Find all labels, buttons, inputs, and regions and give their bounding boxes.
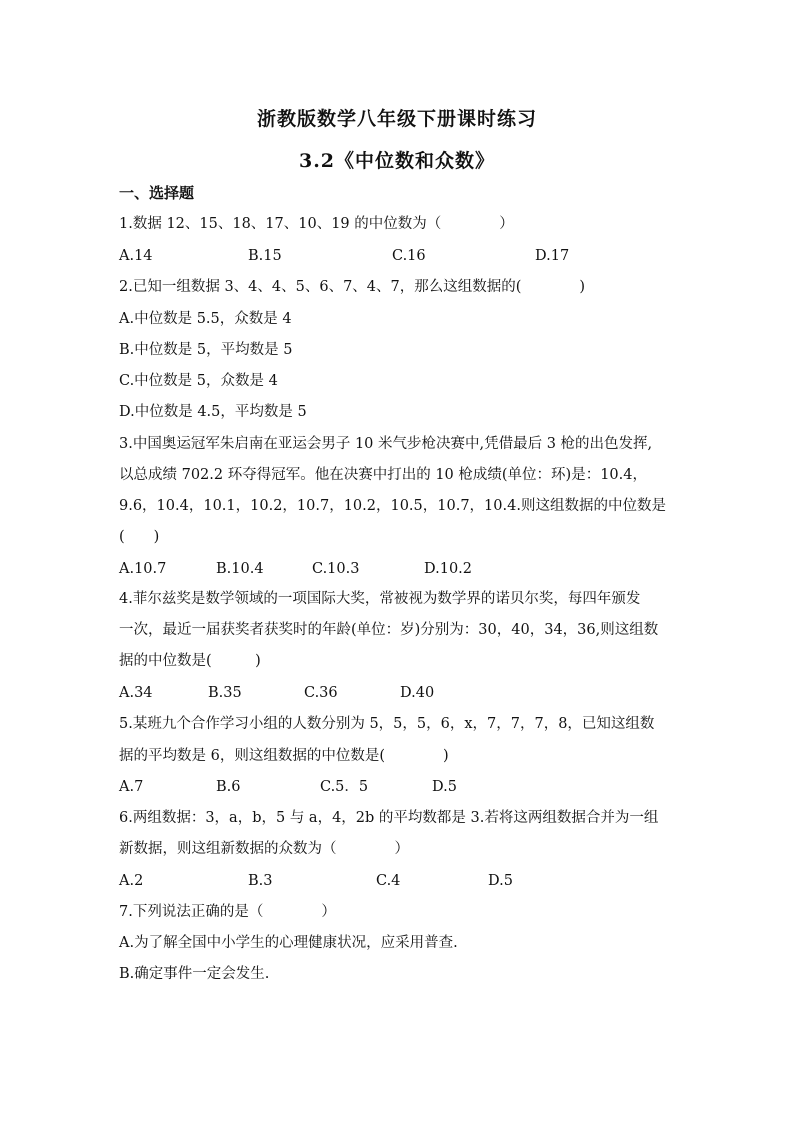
q6-option-b: B.3	[248, 873, 273, 889]
q4-option-d: D.40	[400, 685, 435, 701]
question-5-line-2: 据的平均数是 6，则这组数据的中位数是( )	[119, 748, 449, 764]
q5-option-d: D.5	[432, 779, 457, 795]
q6-option-a: A.2	[119, 873, 144, 889]
q2-option-d: D.中位数是 4.5，平均数是 5	[119, 404, 307, 420]
q7-option-a: A.为了解全国中小学生的心理健康状况，应采用普查.	[119, 935, 458, 951]
q6-option-d: D.5	[488, 873, 513, 889]
page-title: 浙教版数学八年级下册课时练习	[256, 108, 537, 130]
question-6-line-2: 新数据，则这组新数据的众数为（ ）	[119, 841, 409, 857]
question-3-line-3: 9.6，10.4，10.1，10.2，10.7，10.2，10.5，10.7，10.4.则这组数据的中位数是	[119, 498, 666, 514]
question-3-line-4: ( )	[119, 529, 160, 545]
section-heading: 一、选择题	[119, 184, 195, 202]
question-2-stem: 2.已知一组数据 3、4、4、5、6、7、4、7，那么这组数据的( )	[119, 279, 586, 295]
q5-option-c: C.5．5	[320, 779, 369, 795]
q3-option-b: B.10.4	[216, 561, 264, 577]
question-4-line-3: 据的中位数是( )	[119, 653, 261, 669]
question-4-line-2: 一次，最近一届获奖者获奖时的年龄(单位：岁)分别为：30，40，34，36,则这组数	[119, 622, 659, 638]
page-subtitle: 3.2《中位数和众数》	[298, 150, 496, 172]
q3-option-d: D.10.2	[424, 561, 473, 577]
question-5-line-1: 5.某班九个合作学习小组的人数分别为 5，5，5，6，x，7，7，7，8，已知这组数	[119, 716, 655, 732]
q5-option-b: B.6	[216, 779, 241, 795]
q1-option-b: B.15	[248, 248, 282, 264]
q1-option-d: D.17	[535, 248, 570, 264]
q3-option-a: A.10.7	[119, 561, 167, 577]
q4-option-b: B.35	[208, 685, 242, 701]
q1-option-a: A.14	[119, 248, 153, 264]
q6-option-c: C.4	[376, 873, 401, 889]
question-7-stem: 7.下列说法正确的是（ ）	[119, 904, 336, 920]
question-6-line-1: 6.两组数据：3，a，b，5 与 a，4，2b 的平均数都是 3.若将这两组数据合并为一组	[119, 810, 659, 826]
question-3-line-2: 以总成绩 702.2 环夺得冠军。他在决赛中打出的 10 枪成绩(单位：环)是：10.4，	[119, 467, 647, 483]
q1-option-c: C.16	[392, 248, 426, 264]
question-4-line-1: 4.菲尔兹奖是数学领域的一项国际大奖，常被视为数学界的诺贝尔奖，每四年颁发	[119, 591, 641, 607]
question-3-line-1: 3.中国奥运冠军朱启南在亚运会男子 10 米气步枪决赛中,凭借最后 3 枪的出色发挥,	[119, 436, 653, 452]
q7-option-b: B.确定事件一定会发生.	[119, 966, 270, 982]
question-1-stem: 1.数据 12、15、18、17、10、19 的中位数为（ ）	[119, 216, 514, 232]
q4-option-a: A.34	[119, 685, 153, 701]
q4-option-c: C.36	[304, 685, 338, 701]
q2-option-c: C.中位数是 5，众数是 4	[119, 373, 278, 389]
q2-option-b: B.中位数是 5，平均数是 5	[119, 342, 293, 358]
q3-option-c: C.10.3	[312, 561, 360, 577]
q5-option-a: A.7	[119, 779, 144, 795]
q2-option-a: A.中位数是 5.5，众数是 4	[119, 311, 292, 327]
